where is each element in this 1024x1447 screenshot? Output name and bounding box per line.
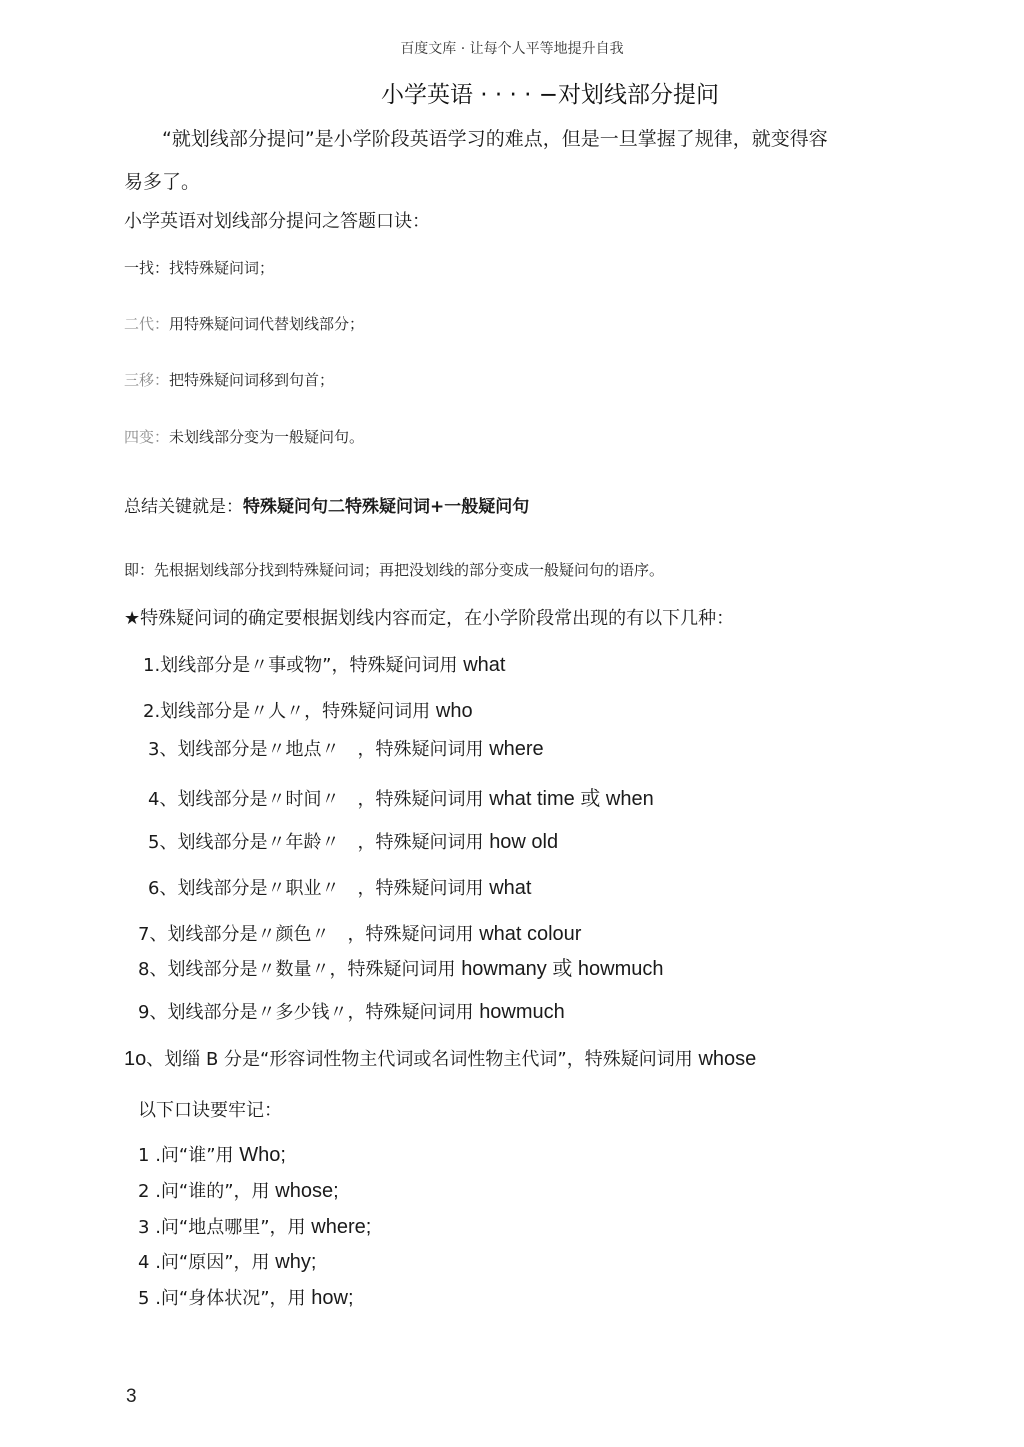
note-line: 即：先根据划线部分找到特殊疑问词；再把没划线的部分变成一般疑问句的语序。: [124, 561, 665, 579]
rule-number: 9: [138, 1002, 150, 1023]
rule-text: 、划线部分是〃职业〃 ，特殊疑问词用: [159, 878, 484, 899]
rule-number: 5: [148, 832, 160, 853]
step-lead: 一找：: [124, 259, 170, 277]
rule-number: 7: [138, 924, 150, 945]
question-word: what time 或 when: [489, 788, 654, 810]
rule-text: 、划线部分是〃时间〃 ，特殊疑问词用: [159, 789, 484, 810]
question-word: what: [489, 877, 532, 899]
memorize-text: .问“身体状况”，用: [155, 1288, 306, 1309]
question-word: whose: [698, 1048, 757, 1070]
rule-text: 、划线部分是〃数量〃，特殊疑问词用: [149, 959, 456, 980]
memorize-number: 3: [138, 1217, 150, 1238]
summary-prefix: 总结关键就是：: [124, 497, 243, 517]
step-change: [124, 426, 364, 447]
remember-title: 以下口诀要牢记：: [138, 1100, 282, 1121]
step-lead: 三移：: [124, 371, 170, 389]
rule-text: 、划线部分是〃年龄〃 ，特殊疑问词用: [159, 832, 484, 853]
step-text: 未划线部分变为一般疑问句。: [169, 428, 365, 446]
memorize-item: [138, 1141, 286, 1167]
memorize-text: .问“地点哪里”，用: [155, 1217, 306, 1238]
question-word: what colour: [479, 923, 582, 945]
page-number: 3: [126, 1386, 137, 1407]
memorize-number: 2: [138, 1181, 150, 1202]
rule-item: [138, 998, 565, 1024]
document-title: 小学英语 · · · · −对划线部分提问: [380, 82, 720, 108]
rule-number: 2: [143, 701, 155, 722]
question-word: who: [435, 700, 473, 722]
intro-line-2: 易多了。: [124, 171, 201, 193]
rule-item: [148, 782, 654, 811]
rule-text: 、划缁 B 分是“形容词性物主代词或名词性物主代词”，特殊疑问词用: [146, 1049, 693, 1070]
rule-text: 、划线部分是〃颜色〃 ，特殊疑问词用: [149, 924, 474, 945]
rule-number: 3: [148, 739, 160, 760]
rule-number: 6: [148, 878, 160, 899]
question-word: where;: [311, 1216, 372, 1238]
rule-item: [148, 828, 558, 854]
rule-item: [143, 697, 473, 723]
summary-line: [124, 492, 529, 517]
step-text: 找特殊疑问词；: [169, 259, 275, 277]
step-find: [124, 257, 274, 278]
memorize-item: [138, 1213, 371, 1239]
rule-text: .划线部分是〃人〃，特殊疑问词用: [154, 701, 431, 722]
memorize-text: .问“谁”用: [155, 1145, 234, 1166]
memorize-number: 5: [138, 1288, 150, 1309]
question-word: why;: [275, 1251, 317, 1273]
rule-item: [124, 1045, 756, 1071]
memorize-number: 4: [138, 1252, 150, 1273]
rule-item: [138, 920, 581, 946]
intro-line-1: “就划线部分提问”是小学阶段英语学习的难点，但是一旦掌握了规律，就变得容: [162, 128, 828, 150]
step-replace: [124, 313, 364, 334]
rule-number: 4: [148, 789, 160, 810]
memorize-item: [138, 1248, 316, 1274]
rule-number: 1: [143, 655, 155, 676]
question-word: howmany 或 howmuch: [461, 958, 664, 980]
step-text: 用特殊疑问词代替划线部分；: [169, 315, 365, 333]
rule-item: [148, 874, 531, 900]
mnemonic-title: 小学英语对划线部分提问之答题口诀：: [124, 211, 430, 232]
rule-item: [148, 735, 544, 761]
rule-text: .划线部分是〃事或物”，特殊疑问词用: [154, 655, 458, 676]
memorize-text: .问“原因”，用: [155, 1252, 270, 1273]
step-lead: 四变：: [124, 428, 170, 446]
memorize-item: [138, 1177, 339, 1203]
step-lead: 二代：: [124, 315, 170, 333]
page-header: 百度文库 · 让每个人平等地提升自我: [400, 41, 624, 57]
star-intro: ★特殊疑问词的确定要根据划线内容而定，在小学阶段常出现的有以下几种：: [124, 608, 735, 629]
memorize-number: 1: [138, 1145, 150, 1166]
memorize-item: [138, 1284, 354, 1310]
question-word: how old: [489, 831, 559, 853]
rule-text: 、划线部分是〃多少钱〃，特殊疑问词用: [149, 1002, 474, 1023]
summary-formula: 特殊疑问句二特殊疑问词+一般疑问句: [243, 497, 530, 517]
question-word: where: [489, 738, 544, 760]
step-move: [124, 369, 334, 390]
rule-item: [138, 952, 664, 981]
question-word: whose;: [275, 1180, 339, 1202]
question-word: how;: [311, 1287, 354, 1309]
rule-number: 8: [138, 959, 150, 980]
question-word: what: [463, 654, 506, 676]
rule-number: 1o: [124, 1048, 147, 1070]
question-word: howmuch: [479, 1001, 565, 1023]
step-text: 把特殊疑问词移到句首；: [169, 371, 335, 389]
memorize-text: .问“谁的”，用: [155, 1181, 270, 1202]
question-word: Who;: [239, 1144, 286, 1166]
rule-text: 、划线部分是〃地点〃 ，特殊疑问词用: [159, 739, 484, 760]
rule-item: [143, 651, 505, 677]
